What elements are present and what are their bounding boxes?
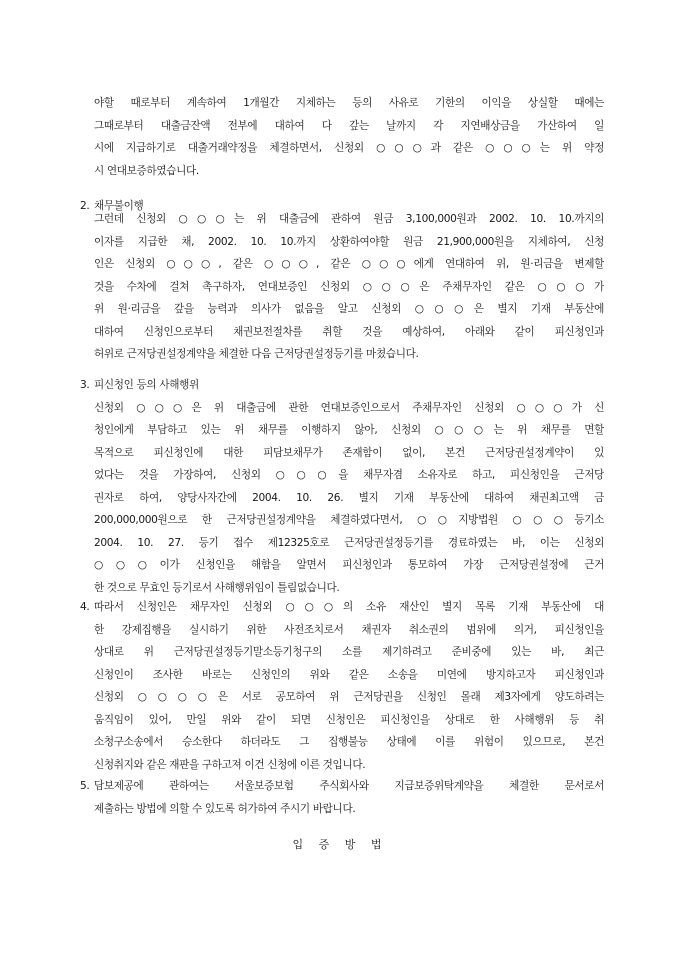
intro-paragraph xyxy=(94,92,604,182)
text-line: 담보제공에 관하여는 서울보증보험 주식회사와 지급보증위탁계약을 체결한 문서로서 xyxy=(94,780,604,792)
text-line: 시에 지급하기로 대출거래약정을 체결하면서, 신청외 ○○○과 같은 ○○○는 위 약정 xyxy=(94,142,604,154)
section-2-body xyxy=(94,208,604,366)
text-line: 것을 수차에 걸쳐 촉구하자, 연대보증인 신청외 ○○○은 주채무자인 같은 ○○○가 xyxy=(94,280,604,293)
text-line: 한 강제집행을 실시하기 위한 사전조치로서 채권자 취소권의 범위에 의거, 피신청인을 xyxy=(94,623,604,636)
text-line: 신청외 ○○○○은 서로 공모하여 위 근저당권을 신청인 몰래 제3자에게 양도하려는 xyxy=(94,691,604,703)
evidence-heading: 입 증 방 법 xyxy=(292,838,388,851)
text-line: 청인에게 부담하고 있는 위 채무를 이행하지 않아, 신청외 ○○○는 위 채무를 면할 xyxy=(94,424,604,436)
text-line: 권자로 하여, 양당사자간에 2004. 10. 26. 별지 기재 부동산에 대하여 채권최고액 금 xyxy=(94,491,604,504)
text-line: 제출하는 방법에 의할 수 있도록 허가하여 주시기 바랍니다. xyxy=(94,802,356,815)
text-line: 소청구소송에서 승소한다 하더라도 그 집행불능 상태에 이를 위험이 있으므로, 본건 xyxy=(94,736,604,748)
section-title: 피신청인 등의 사해행위 xyxy=(94,379,199,391)
text-line: 이자를 지급한 채, 2002. 10. 10.까지 상환하여야할 원금 21,900,000원을 지체하여, 신청 xyxy=(94,235,604,248)
section-number: 4. xyxy=(80,601,90,613)
text-line: 신청취지와 같은 재판을 구하고져 이건 신청에 이른 것입니다. xyxy=(94,758,366,771)
text-line: 대하여 신청인으로부터 채권보전절차를 취할 것을 예상하여, 아래와 같이 피신청인과 xyxy=(94,325,604,338)
text-line: 었다는 것을 가장하여, 신청외 ○○○을 채무자겸 소유자로 하고, 피신청인을 근저당 xyxy=(94,469,604,481)
text-line: 허위로 근저당권설정계약을 체결한 다음 근저당권설정등기를 마쳤습니다. xyxy=(94,348,419,360)
text-line: 신청외 ○○○은 위 대출금에 관한 연대보증인으로서 주채무자인 신청외 ○○○가 신 xyxy=(94,401,604,414)
text-line: 신청인이 조사한 바로는 신청인의 위와 같은 소송을 미연에 방지하고자 피신청인과 xyxy=(94,668,604,681)
text-line: 200,000,000원으로 한 근저당권설정계약을 체결하였다면서, ○○지방법원 ○○○등기소 xyxy=(94,514,604,526)
text-line: 움직임이 있어, 만일 위와 같이 되면 신청인은 피신청인을 상대로 한 사해행위 등 취 xyxy=(94,713,604,726)
text-line: 위 원·리금을 갚을 능력과 의사가 없음을 알고 신청외 ○○○은 별지 기재 부동산에 xyxy=(94,303,604,315)
section-number: 2. xyxy=(80,200,90,212)
text-line: 상대로 위 근저당권설정등기말소등기청구의 소를 제기하려고 준비중에 있는 바, 최근 xyxy=(94,646,604,658)
section-number: 3. xyxy=(80,379,90,391)
text-line: 그런데 신청외 ○○○는 위 대출금에 관하여 원금 3,100,000원과 2002. 10. 10.까지의 xyxy=(94,213,604,225)
text-line: 그때로부터 대출금잔액 전부에 대하여 다 갚는 날까지 각 지연배상금을 가산하여 일 xyxy=(94,119,604,132)
text-line: 한 것으로 무효인 등기로서 사해행위임이 틀림없습니다. xyxy=(94,581,340,594)
text-line: 야할 때로부터 계속하여 1개월간 지체하는 등의 사유로 기한의 이익을 상실할 때에는 xyxy=(94,97,604,109)
text-line: 2004. 10. 27. 등기 접수 제12325호로 근저당권설정등기를 경료하였는 바, 이는 신청외 xyxy=(94,536,604,549)
section-title: 채무불이행 xyxy=(94,200,144,212)
text-line: ○○○이가 신청인을 해함을 알면서 피신청인과 통모하여 가장 근저당권설정에 근거 xyxy=(94,559,604,571)
text-line: 시 연대보증하였습니다. xyxy=(94,164,199,177)
text-line: 따라서 신청인은 채무자인 신청외 ○○○의 소유 재산인 별지 목록 기재 부동산에 대 xyxy=(94,601,604,613)
section-number: 5. xyxy=(80,780,90,792)
text-line: 목적으로 피신청인에 대한 피담보채무가 존재함이 없이, 본건 근저당권설정계약이 있 xyxy=(94,446,604,459)
text-line: 인은 신청외 ○○○, 같은 ○○○, 같은 ○○○에게 연대하여 위, 원·리금을 변제할 xyxy=(94,258,604,270)
